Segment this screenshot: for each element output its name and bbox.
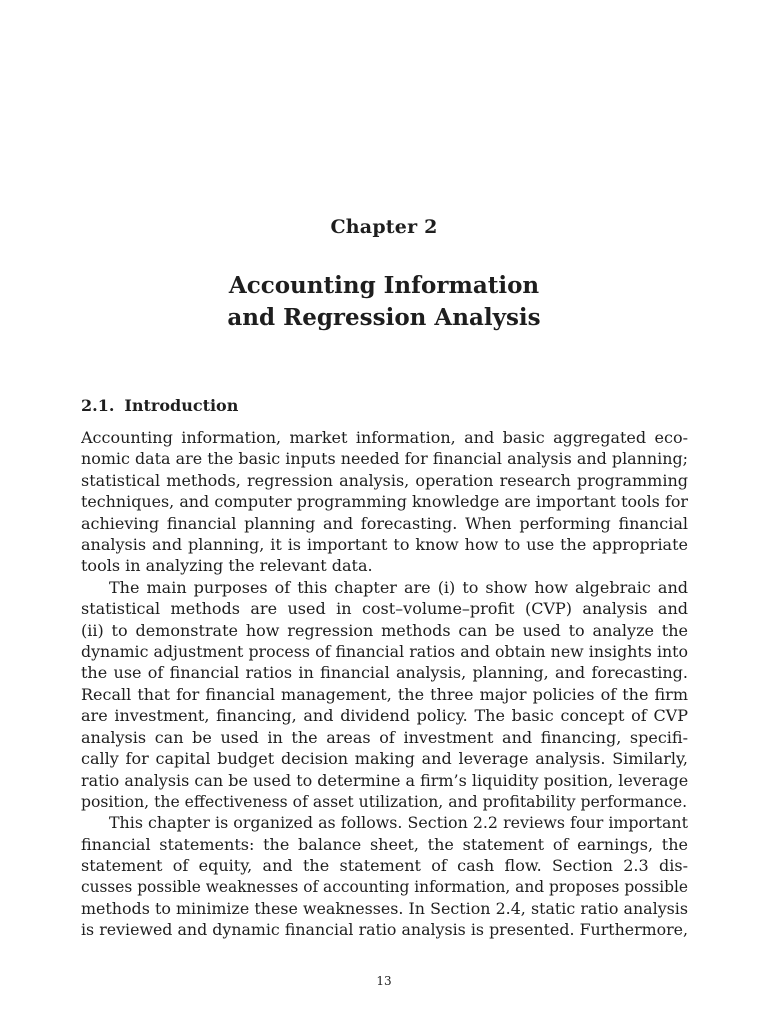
text-line: dynamic adjustment process of financial ratios and obtain new insights into <box>81 642 688 662</box>
chapter-title-line-1: Accounting Information <box>228 272 540 299</box>
text-line: (ii) to demonstrate how regression methods can be used to analyze the <box>81 620 688 640</box>
page-number: 13 <box>376 974 392 988</box>
section-title: Introduction <box>124 396 239 415</box>
section-heading <box>81 396 238 415</box>
text-line: position, the effectiveness of asset utilization, and profitability performance. <box>81 791 688 811</box>
text-line: are investment, financing, and dividend policy. The basic concept of CVP <box>81 706 688 726</box>
text-line: Accounting information, market information, and basic aggregated eco- <box>81 428 688 447</box>
text-line: Recall that for financial management, the three major policies of the firm <box>81 684 688 704</box>
chapter-label: Chapter 2 <box>330 216 438 238</box>
chapter-title <box>0 270 768 334</box>
text-line: ratio analysis can be used to determine a firm’s liquidity position, leverage <box>81 770 688 790</box>
section-number: 2.1. <box>81 396 115 415</box>
paragraph-3 <box>81 812 688 940</box>
paragraph-1 <box>81 427 688 577</box>
text-line: statistical methods, regression analysis, operation research programming <box>81 470 688 490</box>
body-text <box>81 427 688 941</box>
text-line: methods to minimize these weaknesses. In Section 2.4, static ratio analysis <box>81 898 688 918</box>
text-line: financial statements: the balance sheet, the statement of earnings, the <box>81 834 688 854</box>
text-line: techniques, and computer programming knowledge are important tools for <box>81 492 688 512</box>
text-line: analysis can be used in the areas of investment and financing, specifi- <box>81 727 688 747</box>
text-line: cusses possible weaknesses of accounting information, and proposes possible <box>81 877 688 896</box>
text-line: cally for capital budget decision making and leverage analysis. Similarly, <box>81 749 688 769</box>
chapter-title-line-2: and Regression Analysis <box>227 304 541 331</box>
text-line: nomic data are the basic inputs needed for financial analysis and planning; <box>81 449 688 469</box>
text-line: statistical methods are used in cost–volume–profit (CVP) analysis and <box>81 599 688 619</box>
text-line: achieving financial planning and forecasting. When performing financial <box>81 513 688 533</box>
text-line: is reviewed and dynamic financial ratio analysis is presented. Furthermore, <box>81 920 688 940</box>
text-line: analysis and planning, it is important to know how to use the appropriate <box>81 535 688 555</box>
text-line: tools in analyzing the relevant data. <box>81 556 373 576</box>
paragraph-2 <box>81 577 688 812</box>
text-line: statement of equity, and the statement of cash flow. Section 2.3 dis- <box>81 856 688 876</box>
text-line: This chapter is organized as follows. Section 2.2 reviews four important <box>109 813 688 833</box>
text-line: the use of financial ratios in financial analysis, planning, and forecasting. <box>81 663 688 683</box>
text-line: The main purposes of this chapter are (i) to show how algebraic and <box>109 577 688 597</box>
